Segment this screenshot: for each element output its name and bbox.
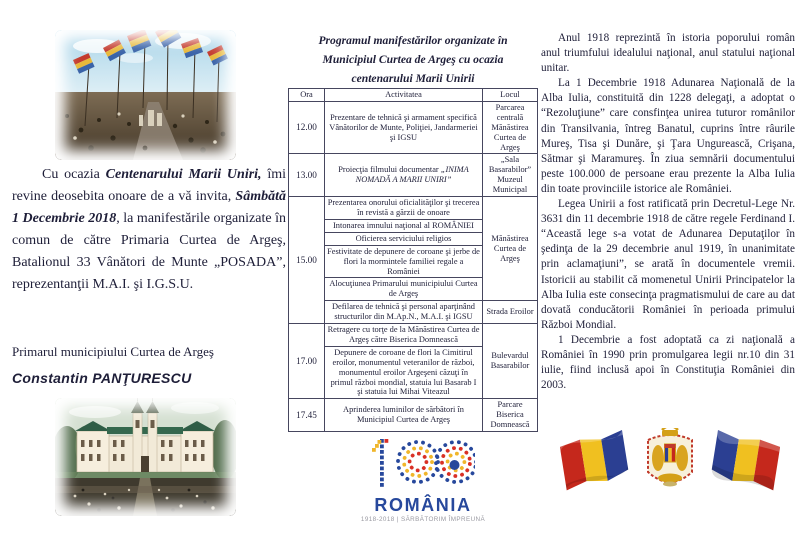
program-title-line3: centenarului Marii Unirii	[351, 72, 475, 85]
cell-location: Parcare Biserica Domnească	[483, 399, 538, 432]
romanian-flag-left-icon	[560, 430, 630, 490]
invitation-centenary-bold: Centenarului Marii Uniri,	[105, 167, 262, 182]
history-paragraph-1: Anul 1918 reprezintă în istoria poporului român anul triumfului idealului naţional, anul statului naţional unitar.	[541, 32, 795, 75]
cell-activity: Defilarea de tehnică şi personal aparţinând structurilor din M.Ap.N., M.A.I. şi IGSU	[325, 301, 483, 324]
cell-activity: Festivitate de depunere de coroane şi jerbe de flori la mormintele familiei regale a României	[325, 245, 483, 278]
program-title-line1: Programul manifestărilor organizate în	[318, 34, 508, 47]
table-row	[289, 399, 538, 432]
table-row	[289, 197, 538, 220]
table-row	[289, 101, 538, 154]
film-activity-intro: Proiecţia filmului documentar	[338, 165, 439, 175]
signature-name: Constantin PANŢURESCU	[12, 370, 192, 386]
cell-location: Mănăstirea Curtea de Argeş	[483, 197, 538, 301]
invitation-text: , la manifestările organizate în comun de către Primaria Curtea de Argeş, Batalionul 33 Vânători de Munte „POSADA”, reprezentanţii M.A.I. şi I.G.S.U.	[12, 211, 286, 292]
centenary-100-icon	[371, 433, 475, 490]
cell-activity: Intonarea imnului naţional al ROMÂNIEI	[325, 219, 483, 232]
history-text	[541, 31, 795, 393]
column-header-activity: Activitatea	[325, 89, 483, 102]
cell-time: 15.00	[289, 197, 325, 324]
cell-time: 17.45	[289, 399, 325, 432]
royal-coat-of-arms-icon	[648, 428, 692, 487]
program-table	[288, 88, 538, 432]
invitation-paragraph	[12, 164, 286, 296]
building-photo-illustration	[55, 398, 236, 516]
program-title-line2: Municipiul Curtea de Argeş cu ocazia	[322, 53, 504, 66]
program-title	[290, 31, 536, 88]
centenary-logo	[338, 433, 508, 523]
flags-emblem-illustration	[560, 428, 780, 503]
cell-activity: Oficierea serviciului religios	[325, 232, 483, 245]
column-header-time: Ora	[289, 89, 325, 102]
history-paragraph-2: La 1 Decembrie 1918 Adunarea Naţională de la Alba Iulia, constituită din 1228 delegaţi, a adoptat o “Rezoluţiune” care consfinţea unirea tuturor românilor din Transilvania, întreg Banatul, cuprins între râurile Mureş, Tisa şi Dunăre, şi Ţara Ungurească, Crişana, Sătmar şi Maramureş. În ziua semnării documentului peste 100.000 de persoane erau prezente la Alba Iulia din toate provinciile istorice ale României.	[541, 77, 795, 195]
cell-location: „Sala Basarabilor” Muzeul Municipal	[483, 154, 538, 197]
cell-activity: Aprinderea luminilor de sărbători în Municipiul Curtea de Argeş	[325, 399, 483, 432]
film-title: „INIMA NOMADĂ A MARII UNIRI”	[355, 165, 469, 185]
cell-activity: Prezentare de tehnică şi armament specifică Vânătorilor de Munte, Poliţiei, Jandarmeriei şi IGSU	[325, 101, 483, 154]
cell-activity: Alocuţiunea Primarului municipiului Curtea de Argeş	[325, 278, 483, 301]
logo-country-label: ROMÂNIA	[374, 495, 472, 515]
table-row	[289, 324, 538, 347]
cell-location: Bulevardul Basarabilor	[483, 324, 538, 399]
cell-time: 17.00	[289, 324, 325, 399]
invitation-text: îmi revine deosebita onoare de a vă invita,	[12, 167, 286, 204]
table-row	[289, 154, 538, 197]
cell-location: Parcarea centrală Mănăstirea Curtea de Argeş	[483, 101, 538, 154]
invitation-text: Cu ocazia	[42, 167, 106, 182]
flags-and-coat-of-arms	[560, 428, 780, 503]
history-paragraph-3: Legea Unirii a fost ratificată prin Decretul-Lege Nr. 3631 din 11 decembrie 1918 de către regele Ferdinand I. “Această lege s-a votat de Adunarea Deputaţilor în şedinţa de la 29 decembrie anul 1919, în unanimitate prin aclamaţiuni”, se arată în documentele vremii. Istoricii au stabilit că momenetul Unirii Principatelor la Alba Iulia este consecinţa pragmatismului de care au dat dovată conducătorii României în perioada primului Război Mondial.	[541, 198, 795, 331]
crowd-photo-illustration	[55, 30, 236, 160]
romanian-flag-right-icon	[710, 430, 780, 490]
table-row	[289, 301, 538, 324]
cell-time: 12.00	[289, 101, 325, 154]
cell-time: 13.00	[289, 154, 325, 197]
column-header-location: Locul	[483, 89, 538, 102]
logo-tagline: 1918-2018 | SĂRBĂTORIM ÎMPREUNĂ	[360, 516, 486, 523]
table-header-row	[289, 89, 538, 102]
crowd-with-flags-photo	[55, 30, 236, 160]
cell-activity: Retragere cu torţe de la Mănăstirea Curtea de Argeş către Biserica Domnească	[325, 324, 483, 347]
cell-activity: Depunere de coroane de flori la Cimitirul eroilor, monumentul veteranilor de război, monumentul eroilor Argeşeni căzuţi în primul război mondial, statuia lui Basarab I şi statuia lui Mihai Viteazul	[325, 346, 483, 399]
cell-activity	[325, 154, 483, 197]
building-crowd-photo	[55, 398, 236, 516]
invitation-date-bold: Sâmbătă 1 Decembrie 2018	[12, 189, 286, 226]
cell-location: Strada Eroilor	[483, 301, 538, 324]
cell-activity: Prezentarea onorului oficialităţilor şi trecerea în revistă a gărzii de onoare	[325, 197, 483, 220]
signature-title: Primarul municipiului Curtea de Argeş	[12, 344, 214, 359]
history-paragraph-4: 1 Decembrie a fost adoptată ca zi naţională a României în 1990 prin promulgarea legii nr.10 din 31 iulie, fiind inclusă apoi în Constituţia României din 2003.	[541, 333, 795, 392]
